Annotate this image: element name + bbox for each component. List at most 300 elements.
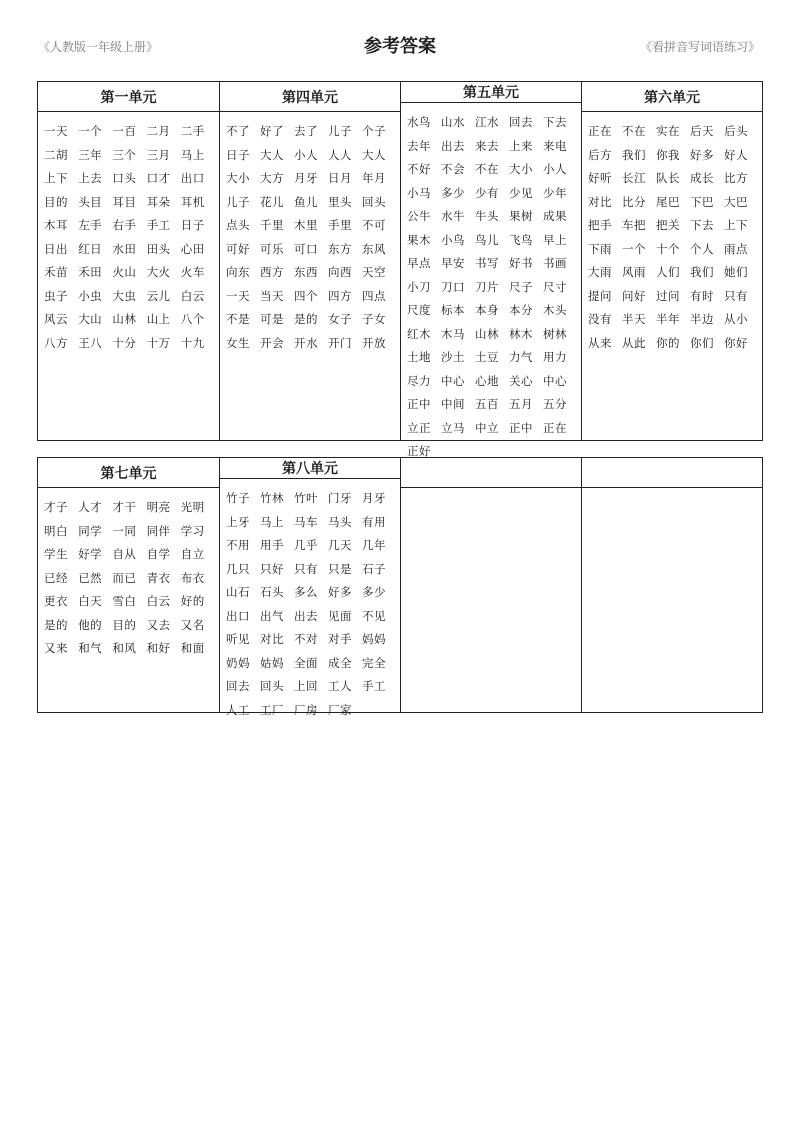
unit-title: 第四单元 bbox=[220, 82, 400, 112]
word-item: 不对 bbox=[294, 632, 318, 646]
word-item: 女子 bbox=[328, 312, 352, 326]
word-item: 光明 bbox=[180, 500, 205, 514]
word-item: 没有 bbox=[588, 312, 612, 326]
word-item: 五分 bbox=[543, 397, 567, 411]
word-item: 队长 bbox=[656, 171, 680, 185]
word-item: 听见 bbox=[226, 632, 250, 646]
word-item: 多少 bbox=[362, 585, 386, 599]
word-item: 大方 bbox=[260, 171, 284, 185]
word-item: 木马 bbox=[441, 326, 465, 341]
word-item: 禾苗 bbox=[44, 265, 68, 279]
unit-column bbox=[581, 82, 762, 440]
word-item: 后天 bbox=[690, 124, 714, 138]
word-item: 风雨 bbox=[622, 265, 646, 279]
word-item: 后头 bbox=[724, 124, 748, 138]
word-item: 竹林 bbox=[260, 491, 284, 505]
word-item: 十万 bbox=[146, 335, 171, 350]
word-item: 八个 bbox=[180, 312, 205, 326]
word-item: 你们 bbox=[690, 335, 714, 350]
unit-title bbox=[582, 458, 762, 488]
word-item: 人才 bbox=[78, 500, 103, 514]
word-item: 东方 bbox=[328, 241, 352, 256]
word-item: 一百 bbox=[112, 124, 137, 138]
word-item: 正在 bbox=[588, 124, 612, 138]
word-list bbox=[401, 103, 581, 464]
word-item: 和气 bbox=[78, 641, 103, 655]
word-item: 田头 bbox=[146, 241, 171, 256]
word-item: 水田 bbox=[112, 241, 137, 256]
word-item: 正好 bbox=[407, 444, 431, 458]
word-item: 回头 bbox=[362, 194, 386, 209]
word-item: 不是 bbox=[226, 312, 250, 326]
word-item: 个子 bbox=[362, 124, 386, 138]
word-item: 你的 bbox=[656, 335, 680, 350]
word-item: 长江 bbox=[622, 171, 646, 185]
word-item: 儿子 bbox=[328, 124, 352, 138]
word-item: 头目 bbox=[78, 194, 103, 209]
word-item: 只有 bbox=[724, 288, 748, 303]
word-item: 好了 bbox=[260, 124, 284, 138]
word-item: 本身 bbox=[475, 303, 499, 317]
word-item: 马头 bbox=[328, 514, 352, 529]
word-item: 把手 bbox=[588, 218, 612, 232]
word-item: 下雨 bbox=[588, 241, 612, 256]
unit-title bbox=[401, 458, 581, 488]
word-item: 下去 bbox=[690, 218, 714, 232]
word-item: 心地 bbox=[475, 373, 499, 388]
word-item: 回头 bbox=[260, 679, 284, 693]
word-item: 人人 bbox=[328, 147, 352, 162]
word-item: 沙土 bbox=[441, 350, 465, 364]
word-item: 儿子 bbox=[226, 194, 250, 209]
word-item: 和面 bbox=[180, 641, 205, 655]
word-item: 早安 bbox=[441, 256, 465, 270]
word-item: 少见 bbox=[509, 185, 533, 200]
word-item: 又名 bbox=[180, 617, 205, 632]
word-item: 下巴 bbox=[690, 194, 714, 209]
word-item: 山上 bbox=[146, 312, 171, 326]
word-item: 人工 bbox=[226, 702, 250, 717]
word-item: 多少 bbox=[441, 185, 465, 200]
word-item: 中心 bbox=[441, 373, 465, 388]
unit-column bbox=[400, 458, 581, 712]
word-item: 是的 bbox=[44, 617, 68, 632]
word-item: 只有 bbox=[294, 561, 318, 576]
word-item: 已经 bbox=[44, 570, 68, 585]
word-item: 正中 bbox=[407, 397, 431, 411]
word-item: 妈妈 bbox=[362, 632, 386, 646]
word-item: 早上 bbox=[543, 232, 567, 247]
word-item: 手里 bbox=[328, 218, 352, 232]
word-item: 风云 bbox=[44, 312, 68, 326]
word-item: 半年 bbox=[656, 312, 680, 326]
word-item: 奶妈 bbox=[226, 655, 250, 670]
word-item: 下去 bbox=[543, 115, 567, 129]
word-item: 又来 bbox=[44, 641, 68, 655]
page-header bbox=[0, 0, 800, 70]
word-item: 成全 bbox=[328, 655, 352, 670]
word-item: 果木 bbox=[407, 232, 431, 247]
word-item: 山林 bbox=[475, 326, 499, 341]
word-item: 不见 bbox=[362, 608, 386, 623]
word-item: 一个 bbox=[622, 241, 646, 256]
word-item: 果树 bbox=[509, 209, 533, 223]
word-item: 他的 bbox=[78, 617, 103, 632]
word-item: 八方 bbox=[44, 335, 68, 350]
unit-column bbox=[400, 82, 581, 458]
word-item: 三月 bbox=[146, 147, 171, 162]
word-item: 车把 bbox=[622, 218, 646, 232]
word-item: 而已 bbox=[112, 570, 137, 585]
word-item: 山水 bbox=[441, 115, 465, 129]
word-item: 几乎 bbox=[294, 538, 318, 552]
word-item: 王八 bbox=[78, 335, 103, 350]
word-item: 一天 bbox=[226, 288, 250, 303]
word-item: 十个 bbox=[656, 241, 680, 256]
unit-column bbox=[219, 458, 400, 717]
word-item: 几天 bbox=[328, 538, 352, 552]
word-item: 鸟儿 bbox=[475, 232, 499, 247]
word-item: 工厂 bbox=[260, 702, 284, 717]
word-item: 好书 bbox=[509, 256, 533, 270]
word-item: 把关 bbox=[656, 218, 680, 232]
word-item: 尺寸 bbox=[543, 279, 567, 294]
word-item: 实在 bbox=[656, 124, 680, 138]
word-item: 多么 bbox=[294, 585, 318, 599]
word-item: 竹子 bbox=[226, 491, 250, 505]
word-item: 学习 bbox=[180, 523, 205, 538]
word-item: 自立 bbox=[180, 547, 205, 561]
word-item: 回去 bbox=[226, 679, 250, 693]
word-item: 好听 bbox=[588, 171, 612, 185]
word-item: 中间 bbox=[441, 397, 465, 411]
word-item: 白天 bbox=[78, 594, 103, 608]
word-item: 小人 bbox=[543, 162, 567, 176]
word-item: 半天 bbox=[622, 312, 646, 326]
word-item: 白云 bbox=[146, 594, 171, 608]
word-item: 山林 bbox=[112, 312, 137, 326]
word-item: 当天 bbox=[260, 288, 284, 303]
word-item: 问好 bbox=[622, 288, 646, 303]
word-item: 才子 bbox=[44, 500, 68, 514]
word-item: 出去 bbox=[294, 608, 318, 623]
word-item: 竹叶 bbox=[294, 491, 318, 505]
word-item: 日子 bbox=[180, 218, 205, 232]
word-item: 比方 bbox=[724, 171, 748, 185]
word-item: 自学 bbox=[146, 547, 171, 561]
word-item: 禾田 bbox=[78, 265, 103, 279]
word-item: 大山 bbox=[78, 312, 103, 326]
header-book-title: 《人教版一年级上册》 bbox=[38, 40, 159, 54]
word-item: 十分 bbox=[112, 335, 137, 350]
word-item: 木耳 bbox=[44, 218, 68, 232]
word-item: 出去 bbox=[441, 138, 465, 153]
word-list bbox=[401, 488, 581, 496]
word-item: 少年 bbox=[543, 185, 567, 200]
word-item: 本分 bbox=[509, 303, 533, 317]
word-item: 木头 bbox=[543, 303, 567, 317]
word-item: 心田 bbox=[180, 241, 205, 256]
word-item: 大小 bbox=[226, 171, 250, 185]
word-item: 回去 bbox=[509, 115, 533, 129]
word-item: 又去 bbox=[146, 617, 171, 632]
word-item: 上来 bbox=[509, 138, 533, 153]
word-item: 同伴 bbox=[146, 523, 171, 538]
word-item: 我们 bbox=[690, 265, 714, 279]
word-item: 门牙 bbox=[328, 491, 352, 505]
word-item: 千里 bbox=[260, 218, 284, 232]
word-item: 大人 bbox=[362, 147, 386, 162]
word-item: 对手 bbox=[328, 632, 352, 646]
word-item: 二手 bbox=[180, 124, 205, 138]
word-item: 上下 bbox=[44, 171, 68, 185]
unit-column bbox=[219, 82, 400, 440]
word-item: 马车 bbox=[294, 514, 318, 529]
word-item: 学生 bbox=[44, 547, 68, 561]
word-item: 可是 bbox=[260, 312, 284, 326]
word-item: 月牙 bbox=[294, 171, 318, 185]
word-item: 同学 bbox=[78, 523, 103, 538]
word-item: 更衣 bbox=[44, 594, 68, 608]
word-item: 出口 bbox=[180, 171, 205, 185]
word-item: 山石 bbox=[226, 585, 250, 599]
word-item: 上下 bbox=[724, 218, 748, 232]
word-item: 来电 bbox=[543, 138, 567, 153]
word-item: 东西 bbox=[294, 265, 318, 279]
unit-title: 第一单元 bbox=[38, 82, 219, 112]
word-item: 提问 bbox=[588, 288, 612, 303]
word-item: 是的 bbox=[294, 312, 318, 326]
word-item: 明亮 bbox=[146, 500, 171, 514]
word-item: 好人 bbox=[724, 147, 748, 162]
word-item: 天空 bbox=[362, 265, 386, 279]
word-item: 她们 bbox=[724, 265, 748, 279]
word-item: 口头 bbox=[112, 171, 137, 185]
word-item: 开水 bbox=[294, 335, 318, 350]
word-item: 火山 bbox=[112, 265, 137, 279]
word-item: 小马 bbox=[407, 185, 431, 200]
word-item: 开门 bbox=[328, 335, 352, 350]
word-item: 刀口 bbox=[441, 279, 465, 294]
word-item: 全面 bbox=[294, 655, 318, 670]
word-item: 大小 bbox=[509, 162, 533, 176]
word-item: 后方 bbox=[588, 147, 612, 162]
word-item: 见面 bbox=[328, 608, 352, 623]
word-item: 右手 bbox=[112, 218, 137, 232]
word-item: 公牛 bbox=[407, 209, 431, 223]
answer-table-units-1-6 bbox=[37, 81, 763, 458]
unit-title: 第五单元 bbox=[401, 82, 581, 103]
word-item: 比分 bbox=[622, 194, 646, 209]
word-item: 女生 bbox=[226, 335, 250, 350]
word-item: 个人 bbox=[690, 241, 714, 256]
word-item: 日子 bbox=[226, 147, 250, 162]
word-item: 目的 bbox=[44, 194, 68, 209]
word-item: 尾巴 bbox=[656, 194, 680, 209]
word-item: 正在 bbox=[543, 420, 567, 435]
word-item: 正中 bbox=[509, 420, 533, 435]
word-item: 牛头 bbox=[475, 209, 499, 223]
word-item: 五百 bbox=[475, 397, 499, 411]
word-item: 几只 bbox=[226, 561, 250, 576]
word-item: 年月 bbox=[362, 171, 386, 185]
word-item: 马上 bbox=[260, 514, 284, 529]
word-item: 飞鸟 bbox=[509, 232, 533, 247]
word-item: 二月 bbox=[146, 124, 171, 138]
word-item: 红日 bbox=[78, 241, 103, 256]
word-item: 日出 bbox=[44, 241, 68, 256]
word-item: 去了 bbox=[294, 124, 318, 138]
word-item: 雪白 bbox=[112, 594, 137, 608]
word-item: 四方 bbox=[328, 288, 352, 303]
word-item: 树林 bbox=[543, 326, 567, 341]
word-item: 标本 bbox=[441, 303, 465, 317]
word-item: 才干 bbox=[112, 500, 137, 514]
word-item: 成长 bbox=[690, 171, 714, 185]
unit-title: 第八单元 bbox=[220, 458, 400, 479]
word-item: 四个 bbox=[294, 288, 318, 303]
word-item: 鱼儿 bbox=[294, 194, 318, 209]
word-item: 点头 bbox=[226, 218, 250, 232]
word-item: 东风 bbox=[362, 241, 386, 256]
word-item: 好学 bbox=[78, 547, 103, 561]
unit-title: 第六单元 bbox=[582, 82, 762, 112]
word-item: 尺度 bbox=[407, 303, 431, 317]
word-item: 大雨 bbox=[588, 265, 612, 279]
word-item: 中心 bbox=[543, 373, 567, 388]
word-list bbox=[582, 112, 762, 355]
word-item: 耳朵 bbox=[146, 194, 171, 209]
word-item: 和好 bbox=[146, 641, 171, 655]
word-item: 水鸟 bbox=[407, 115, 431, 129]
word-item: 红木 bbox=[407, 326, 431, 341]
word-item: 对比 bbox=[588, 194, 612, 209]
word-item: 可好 bbox=[226, 241, 250, 256]
word-item: 月牙 bbox=[362, 491, 386, 505]
word-item: 木里 bbox=[294, 218, 318, 232]
word-item: 已然 bbox=[78, 570, 103, 585]
word-item: 对比 bbox=[260, 632, 284, 646]
word-item: 一同 bbox=[112, 523, 137, 538]
word-item: 大虫 bbox=[112, 288, 137, 303]
word-item: 一天 bbox=[44, 124, 68, 138]
word-item: 姑妈 bbox=[260, 655, 284, 670]
word-item: 四点 bbox=[362, 288, 386, 303]
word-item: 有时 bbox=[690, 288, 714, 303]
word-item: 日月 bbox=[328, 171, 352, 185]
word-item: 口才 bbox=[146, 171, 171, 185]
unit-column bbox=[581, 458, 762, 712]
word-item: 雨点 bbox=[724, 241, 748, 256]
word-item: 小虫 bbox=[78, 288, 103, 303]
word-item: 手工 bbox=[146, 218, 171, 232]
word-item: 小人 bbox=[294, 147, 318, 162]
word-item: 大人 bbox=[260, 147, 284, 162]
word-item: 布衣 bbox=[180, 570, 205, 585]
unit-title: 第七单元 bbox=[38, 458, 219, 488]
word-item: 上牙 bbox=[226, 514, 250, 529]
word-item: 小刀 bbox=[407, 279, 431, 294]
word-item: 中立 bbox=[475, 420, 499, 435]
word-item: 耳目 bbox=[112, 194, 137, 209]
word-item: 五月 bbox=[509, 397, 533, 411]
word-item: 完全 bbox=[362, 655, 386, 670]
word-item: 小鸟 bbox=[441, 232, 465, 247]
word-item: 土地 bbox=[407, 350, 431, 364]
word-item: 早点 bbox=[407, 256, 431, 270]
word-item: 好的 bbox=[180, 594, 205, 608]
word-item: 大火 bbox=[146, 265, 171, 279]
word-item: 和风 bbox=[112, 641, 137, 655]
word-item: 我们 bbox=[622, 147, 646, 162]
word-item: 三个 bbox=[112, 147, 137, 162]
word-item: 大巴 bbox=[724, 194, 748, 209]
word-item: 用手 bbox=[260, 538, 284, 552]
word-item: 二胡 bbox=[44, 147, 68, 162]
word-item: 来去 bbox=[475, 138, 499, 153]
word-item: 上回 bbox=[294, 679, 318, 693]
word-item: 火车 bbox=[180, 265, 205, 279]
word-item: 你我 bbox=[656, 147, 680, 162]
word-list bbox=[38, 112, 219, 355]
word-item: 书写 bbox=[475, 256, 499, 270]
word-item: 花儿 bbox=[260, 194, 284, 209]
word-item: 用力 bbox=[543, 350, 567, 364]
word-item: 三年 bbox=[78, 147, 103, 162]
word-item: 向西 bbox=[328, 265, 352, 279]
word-item: 出口 bbox=[226, 608, 250, 623]
word-item: 不用 bbox=[226, 538, 250, 552]
word-item: 尽力 bbox=[407, 373, 431, 388]
word-list bbox=[220, 112, 400, 355]
word-item: 石头 bbox=[260, 585, 284, 599]
word-item: 石子 bbox=[362, 561, 386, 576]
word-item: 虫子 bbox=[44, 288, 68, 303]
word-item: 自从 bbox=[112, 547, 137, 561]
word-item: 好多 bbox=[328, 585, 352, 599]
answer-table-units-7-8 bbox=[37, 457, 763, 717]
word-item: 可口 bbox=[294, 241, 318, 256]
word-item: 成果 bbox=[543, 209, 567, 223]
word-item: 青衣 bbox=[146, 570, 171, 585]
word-item: 立马 bbox=[441, 420, 465, 435]
word-item: 从此 bbox=[622, 335, 646, 350]
word-item: 从小 bbox=[724, 312, 748, 326]
word-item: 不会 bbox=[441, 162, 465, 176]
word-item: 一个 bbox=[78, 124, 103, 138]
word-item: 去年 bbox=[407, 138, 431, 153]
word-item: 你好 bbox=[724, 335, 748, 350]
word-item: 开会 bbox=[260, 335, 284, 350]
word-item: 人们 bbox=[656, 265, 680, 279]
word-item: 不在 bbox=[622, 124, 646, 138]
word-item: 不在 bbox=[475, 162, 499, 176]
word-item: 有用 bbox=[362, 514, 386, 529]
word-item: 出气 bbox=[260, 608, 284, 623]
unit-column bbox=[38, 458, 219, 712]
word-item: 好多 bbox=[690, 147, 714, 162]
word-item: 不好 bbox=[407, 162, 431, 176]
word-item: 手工 bbox=[362, 679, 386, 693]
word-item: 书画 bbox=[543, 256, 567, 270]
word-item: 只是 bbox=[328, 561, 352, 576]
word-item: 少有 bbox=[475, 185, 499, 200]
page-title: 参考答案 bbox=[364, 36, 436, 57]
unit-column bbox=[38, 82, 219, 440]
word-item: 立正 bbox=[407, 420, 431, 435]
word-list bbox=[220, 479, 400, 722]
word-item: 江水 bbox=[475, 115, 499, 129]
